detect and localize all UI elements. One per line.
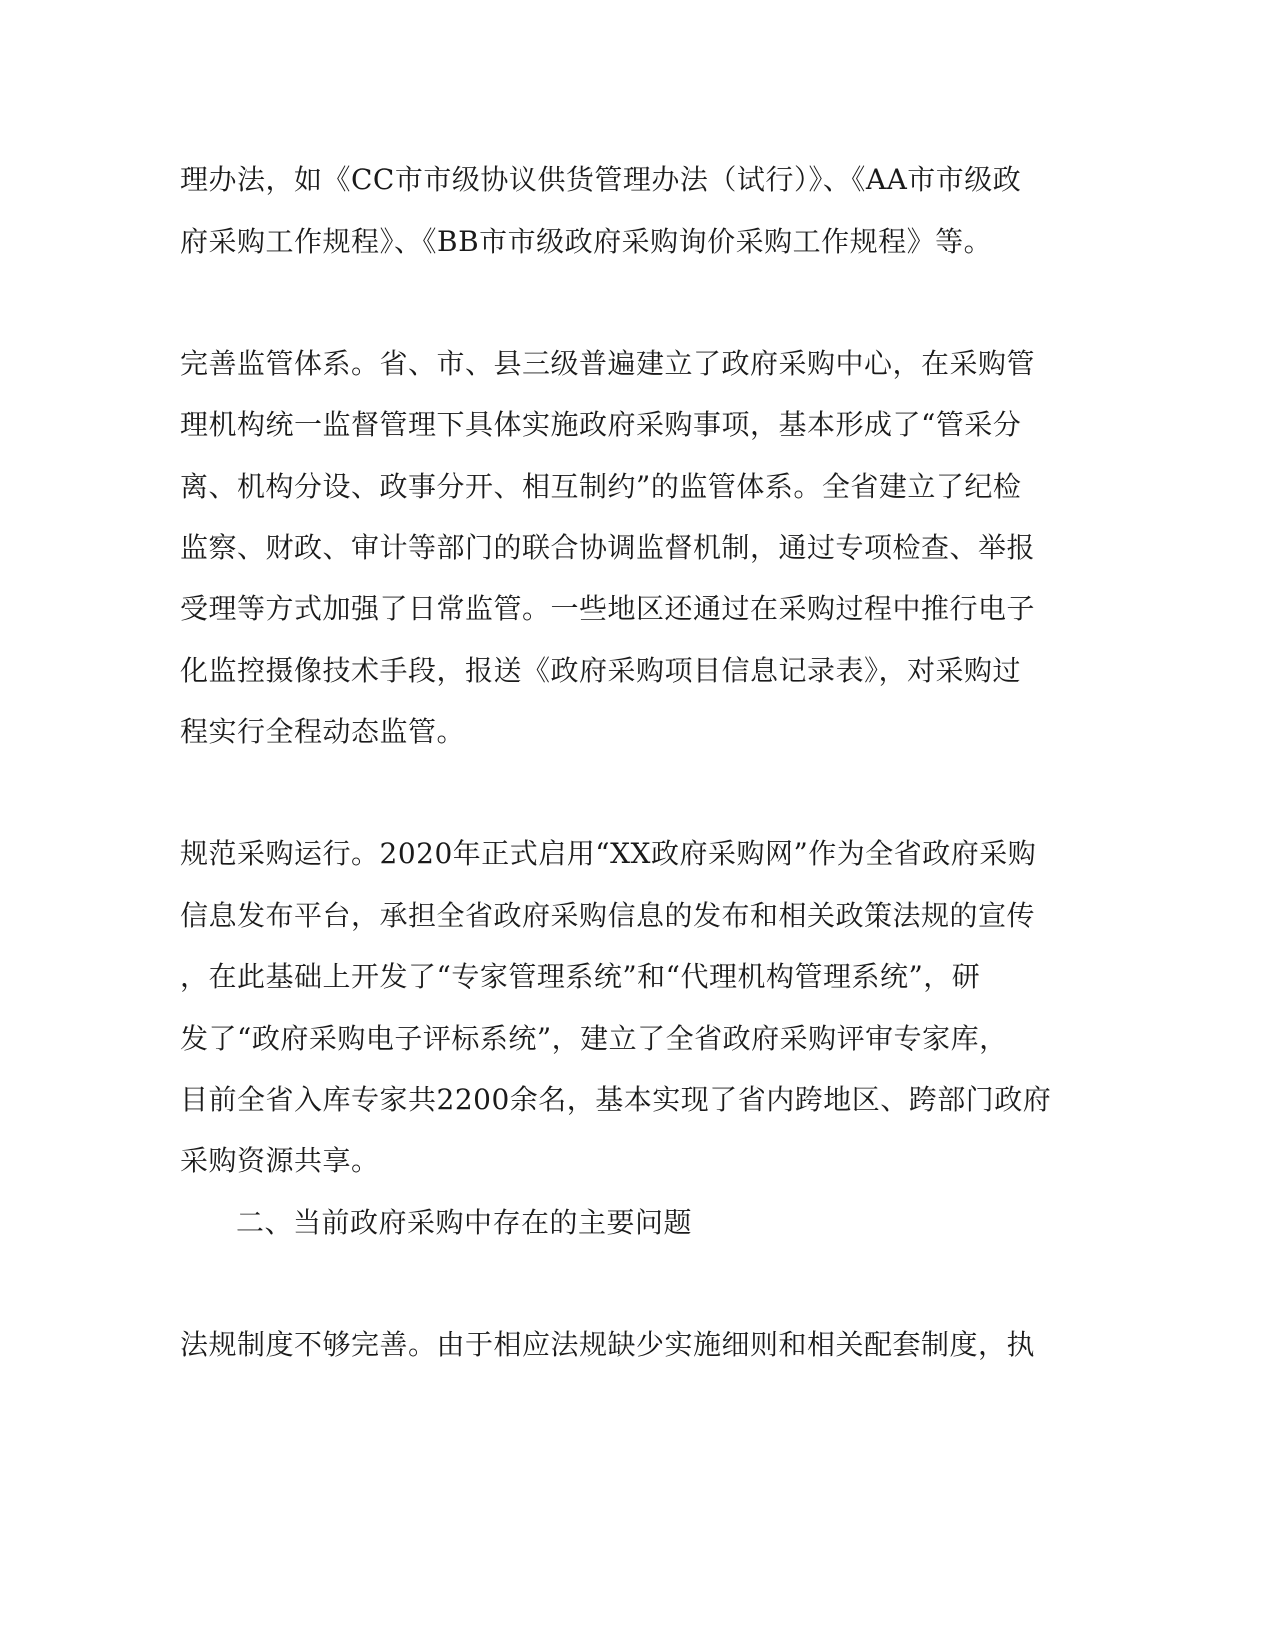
text-line: 程实行全程动态监管。 <box>180 715 466 748</box>
text-line: 受理等方式加强了日常监管。一些地区还通过在采购过程中推行电子 <box>180 592 1036 625</box>
section-heading: 二、当前政府采购中存在的主要问题 <box>236 1206 693 1239</box>
text-line: 采购资源共享。 <box>180 1144 380 1177</box>
text-line: 规范采购运行。2020年正式启用“XX政府采购网”作为全省政府采购 <box>180 837 1037 870</box>
text-line: ，在此基础上开发了“专家管理系统”和“代理机构管理系统”，研 <box>180 960 981 993</box>
text-line: 完善监管体系。省、市、县三级普遍建立了政府采购中心，在采购管 <box>180 347 1036 380</box>
text-line: 发了“政府采购电子评标系统”，建立了全省政府采购评审专家库， <box>180 1022 1008 1055</box>
text-line: 化监控摄像技术手段，报送《政府采购项目信息记录表》，对采购过 <box>180 654 1022 687</box>
text-line: 法规制度不够完善。由于相应法规缺少实施细则和相关配套制度，执 <box>180 1328 1036 1361</box>
text-line: 信息发布平台，承担全省政府采购信息的发布和相关政策法规的宣传 <box>180 899 1036 932</box>
text-line: 理机构统一监督管理下具体实施政府采购事项，基本形成了“管采分 <box>180 408 1022 441</box>
text-line: 府采购工作规程》、《BB市市级政府采购询价采购工作规程》等。 <box>180 225 993 258</box>
text-line: 监察、财政、审计等部门的联合协调监督机制，通过专项检查、举报 <box>180 531 1036 564</box>
text-line: 目前全省入库专家共2200余名，基本实现了省内跨地区、跨部门政府 <box>180 1083 1052 1116</box>
text-line: 理办法，如《CC市市级协议供货管理办法（试行）》、《AA市市级政 <box>180 163 1022 196</box>
text-line: 离、机构分设、政事分开、相互制约”的监管体系。全省建立了纪检 <box>180 470 1022 503</box>
